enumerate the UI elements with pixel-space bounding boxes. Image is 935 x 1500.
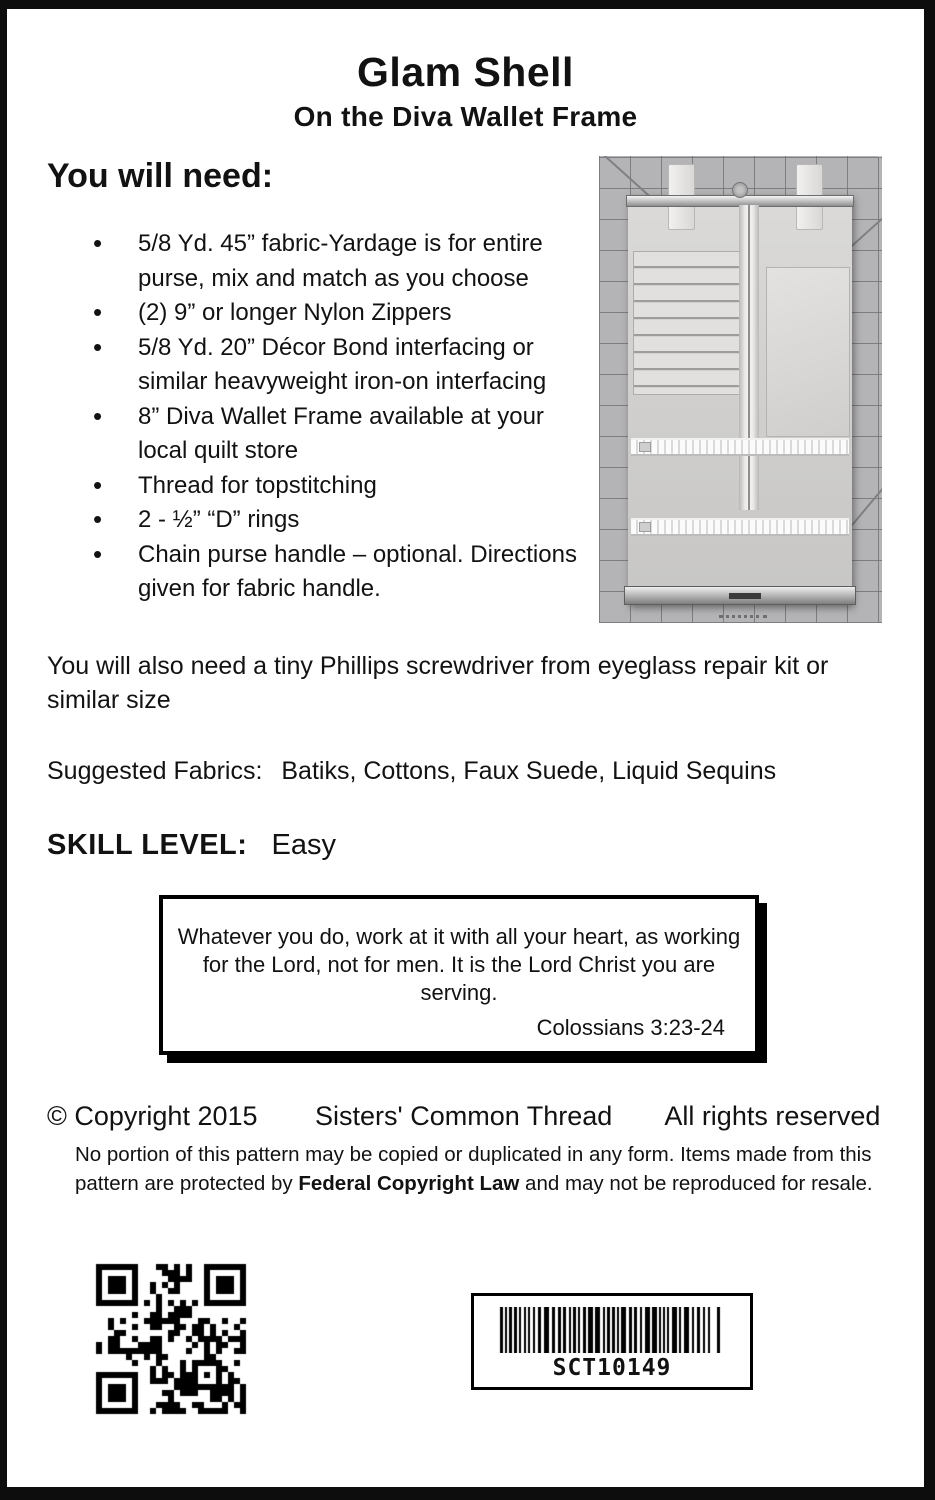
list-item: • 8” Diva Wallet Frame available at your local quilt store	[91, 400, 583, 469]
barcode-value: SCT10149	[552, 1355, 672, 1381]
barcode	[471, 1293, 753, 1390]
barcode-icon	[498, 1307, 726, 1353]
side-pocket	[766, 267, 850, 437]
suggested-fabrics	[47, 757, 776, 786]
materials-heading: You will need:	[47, 157, 274, 195]
list-item: • 5/8 Yd. 45” fabric-Yardage is for entire purse, mix and match as you choose	[91, 227, 583, 296]
materials-list	[91, 227, 583, 607]
clasp	[732, 182, 748, 198]
wallet-frame-bottom	[624, 586, 856, 605]
wallet-body	[628, 195, 852, 605]
screwdriver-note: You will also need a tiny Phillips screwdriver from eyeglass repair kit or similar size	[47, 652, 829, 714]
card-slots	[633, 251, 749, 395]
list-item: • (2) 9” or longer Nylon Zippers	[91, 296, 583, 331]
product-photo	[599, 156, 882, 623]
copyright-fine-print	[75, 1140, 873, 1198]
fine-print-line: pattern are protected by Federal Copyright Law and may not be reproduced for resale.	[75, 1172, 873, 1195]
chain-tail	[719, 615, 767, 618]
copyright-line	[47, 1101, 880, 1132]
copyright-notice: © Copyright 2015	[47, 1101, 258, 1131]
qr-code	[89, 1257, 253, 1421]
company-name: Sisters' Common Thread	[315, 1101, 613, 1131]
suggested-fabrics-label: Suggested Fabrics:	[47, 757, 263, 785]
horizontal-zipper	[631, 518, 849, 536]
horizontal-zipper	[631, 438, 849, 456]
scripture-quote-text: Whatever you do, work at it with all your heart, as working for the Lord, not for men. It is the Lord Christ you are serving.	[177, 924, 741, 1005]
scripture-quote-box	[159, 895, 759, 1055]
fine-print-line: No portion of this pattern may be copied or duplicated in any form. Items made from this	[75, 1143, 872, 1166]
list-item: • 2 - ½” “D” rings	[91, 503, 583, 538]
qr-code-icon	[89, 1257, 253, 1421]
scripture-attribution: Colossians 3:23-24	[536, 1015, 725, 1040]
vertical-zipper	[739, 205, 759, 510]
header	[7, 49, 924, 133]
page-title: Glam Shell	[357, 49, 574, 95]
list-item: • Thread for topstitching	[91, 469, 583, 504]
list-item: • Chain purse handle – optional. Directions given for fabric handle.	[91, 538, 583, 607]
suggested-fabrics-value: Batiks, Cottons, Faux Suede, Liquid Sequins	[281, 757, 777, 785]
skill-level-value: Easy	[271, 829, 336, 861]
skill-level-label: SKILL LEVEL:	[47, 829, 248, 861]
skill-level	[47, 829, 336, 862]
federal-copyright-law-text: Federal Copyright Law	[298, 1172, 520, 1195]
page-subtitle: On the Diva Wallet Frame	[293, 101, 638, 132]
list-item: • 5/8 Yd. 20” Décor Bond interfacing or similar heavyweight iron-on interfacing	[91, 331, 583, 400]
rights-reserved: All rights reserved	[664, 1101, 881, 1131]
